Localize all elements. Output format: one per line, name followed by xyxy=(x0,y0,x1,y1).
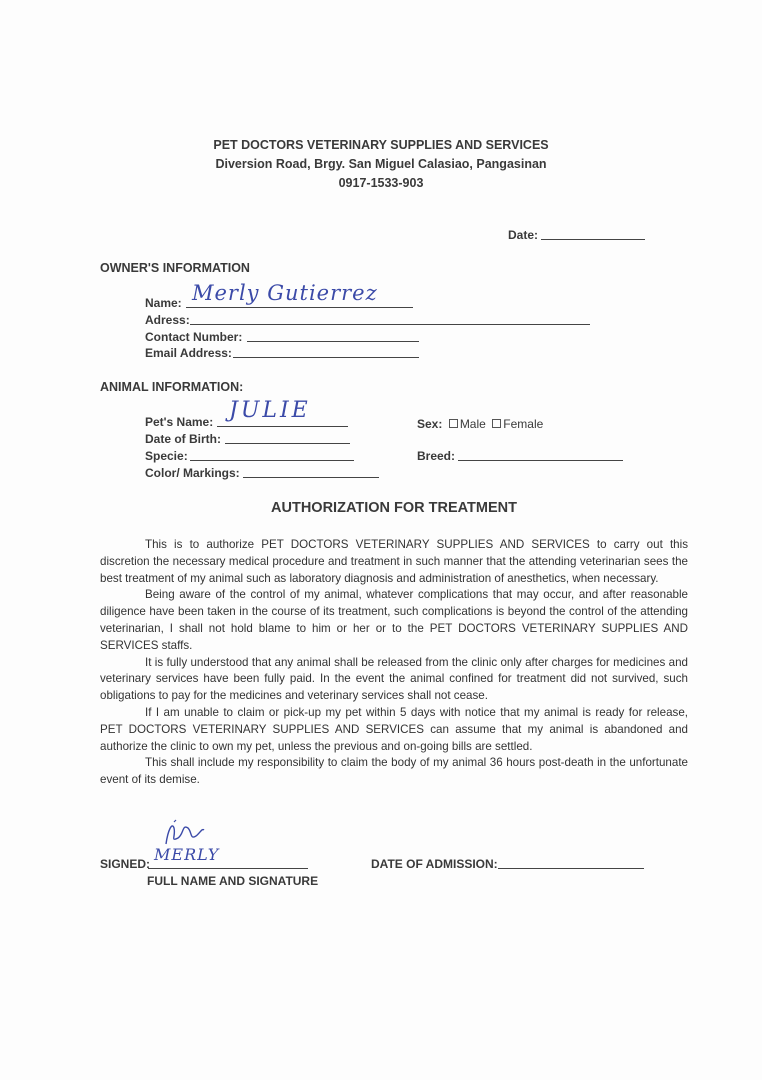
owner-address-label: Adress: xyxy=(145,313,190,327)
breed-label: Breed: xyxy=(417,449,456,463)
authorization-paragraph-4: If I am unable to claim or pick-up my pet within 5 days with notice that my animal is ready for release, PET DOCTORS VETERINARY SUPPLIES AND SERVICES can assume that my animal is abandoned and authorize the clinic to own my pet, unless the previous and on-going bills are settled. xyxy=(100,705,688,753)
sex-options xyxy=(417,415,543,433)
signed-label: SIGNED: xyxy=(100,857,151,871)
specie-field[interactable] xyxy=(190,460,354,461)
owner-address-field[interactable] xyxy=(190,324,590,325)
male-label: Male xyxy=(459,417,486,431)
authorization-paragraph-1: This is to authorize PET DOCTORS VETERINARY SUPPLIES AND SERVICES to carry out this discretion the necessary medical procedure and treatment in such manner that the attending veterinarian sees the best treatment of my animal such as laboratory diagnosis and administration of anesthetics, when necessary. xyxy=(100,538,688,585)
sex-label: Sex: xyxy=(417,417,443,431)
authorization-title: AUTHORIZATION FOR TREATMENT xyxy=(271,500,517,516)
contact-number-label: Contact Number: xyxy=(145,330,243,344)
specie-label: Specie: xyxy=(145,449,188,463)
pet-name-label: Pet's Name: xyxy=(145,415,214,429)
authorization-paragraph-5: This shall include my responsibility to claim the body of my animal 36 hours post-death in the unfortunate event of its demise. xyxy=(100,756,688,787)
owner-name-handwriting: Merly Gutierrez xyxy=(192,281,378,305)
signature-field[interactable] xyxy=(148,868,308,869)
color-markings-field[interactable] xyxy=(243,477,379,478)
owner-name-label: Name: xyxy=(145,296,182,310)
dob-label: Date of Birth: xyxy=(145,432,221,446)
pet-name-handwriting: JULIE xyxy=(229,398,311,423)
breed-field[interactable] xyxy=(458,460,623,461)
date-label: Date: xyxy=(508,228,539,242)
owner-name-field[interactable] xyxy=(186,307,413,308)
date-field[interactable] xyxy=(541,239,645,240)
owner-section-title: OWNER'S INFORMATION xyxy=(100,261,250,275)
authorization-body xyxy=(100,537,688,789)
clinic-name: PET DOCTORS VETERINARY SUPPLIES AND SERVICES xyxy=(213,138,549,152)
color-markings-label: Color/ Markings: xyxy=(145,466,240,480)
signature-handwriting: MERLY xyxy=(154,845,220,864)
pet-name-field[interactable] xyxy=(217,426,348,427)
authorization-paragraph-3: It is fully understood that any animal shall be released from the clinic only after charges for medicines and veterinary services have been fully paid. In the event the animal confined for treatment did not survived, such obligations to pay for the medicines and veterinary services shall not cease. xyxy=(100,655,688,703)
full-name-signature-caption: FULL NAME AND SIGNATURE xyxy=(147,874,319,888)
signature-scribble xyxy=(160,818,210,850)
male-checkbox[interactable] xyxy=(449,419,458,428)
animal-section-title: ANIMAL INFORMATION: xyxy=(100,380,244,394)
email-address-label: Email Address: xyxy=(145,346,232,360)
clinic-phone: 0917-1533-903 xyxy=(338,176,424,190)
email-address-field[interactable] xyxy=(233,357,419,358)
date-of-admission-field[interactable] xyxy=(498,868,644,869)
clinic-address: Diversion Road, Brgy. San Miguel Calasiao, Pangasinan xyxy=(215,157,547,171)
date-of-admission-label: DATE OF ADMISSION: xyxy=(371,857,498,871)
authorization-paragraph-2: Being aware of the control of my animal, whatever complications that may occur, and after reasonable diligence have been taken in the course of its treatment, such complications is beyond the control of the attending veterinarian, I shall not hold blame to him or her or to the PET DOCTORS VETERINARY SUPPLIES AND SERVICES staffs. xyxy=(100,588,688,652)
female-checkbox[interactable] xyxy=(492,419,501,428)
female-label: Female xyxy=(503,417,544,431)
contact-number-field[interactable] xyxy=(247,341,419,342)
dob-field[interactable] xyxy=(225,443,350,444)
